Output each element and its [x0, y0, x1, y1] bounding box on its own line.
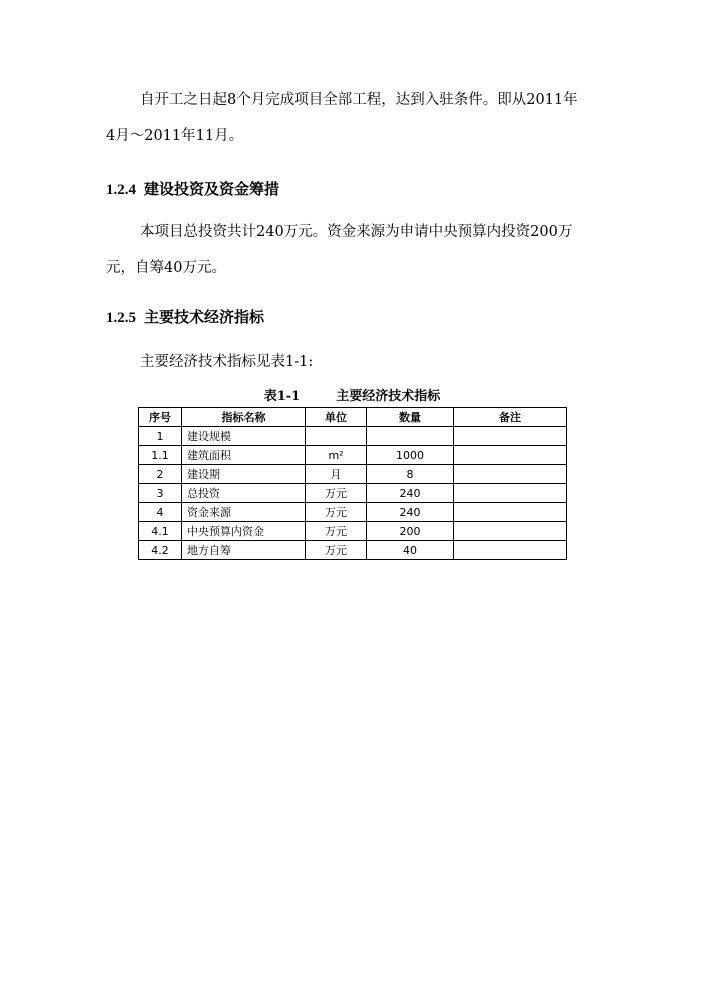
table-cell — [454, 541, 567, 560]
section-number: 1.2.4 — [106, 182, 136, 198]
table-cell: 万元 — [306, 484, 367, 503]
section-heading-indicators — [106, 306, 264, 327]
paragraph-table-intro: 主要经济技术指标见表1-1: — [140, 354, 314, 370]
header-cell: 备注 — [454, 408, 567, 427]
table-row — [139, 446, 567, 465]
table-row — [139, 484, 567, 503]
table-cell: 建设期 — [182, 465, 306, 484]
table-row — [139, 522, 567, 541]
section-title: 建设投资及资金筹措 — [144, 180, 280, 198]
table-cell: 1 — [139, 427, 182, 446]
table-cell — [454, 446, 567, 465]
table-row — [139, 503, 567, 522]
table-header-row — [139, 408, 567, 427]
table-cell — [454, 522, 567, 541]
table-cell: 4.1 — [139, 522, 182, 541]
table-cell: 200 — [367, 522, 454, 541]
table-cell: 240 — [367, 503, 454, 522]
indicator-table — [138, 407, 567, 560]
section-title: 主要技术经济指标 — [144, 308, 265, 326]
table-cell — [454, 427, 567, 446]
paragraph-schedule: 自开工之日起8个月完成项目全部工程，达到入驻条件。即从2011年4月～2011年11月。 — [106, 92, 578, 144]
header-cell: 指标名称 — [182, 408, 306, 427]
table-cell: 中央预算内资金 — [182, 522, 306, 541]
table-cell: 8 — [367, 465, 454, 484]
table-cell: 4 — [139, 503, 182, 522]
table-cell: 万元 — [306, 541, 367, 560]
table-row — [139, 541, 567, 560]
header-cell: 序号 — [139, 408, 182, 427]
table-cell: 3 — [139, 484, 182, 503]
table-cell: 资金来源 — [182, 503, 306, 522]
table-cell — [367, 427, 454, 446]
table-cell: 2 — [139, 465, 182, 484]
header-cell: 数量 — [367, 408, 454, 427]
table-cell: 总投资 — [182, 484, 306, 503]
section-number: 1.2.5 — [106, 310, 136, 326]
section-heading-investment — [106, 178, 279, 199]
table-cell: 1000 — [367, 446, 454, 465]
table-cell — [454, 484, 567, 503]
table-caption-label: 表1-1 — [263, 389, 301, 404]
table-cell: m² — [306, 446, 367, 465]
table-cell — [454, 503, 567, 522]
table-cell: 万元 — [306, 522, 367, 541]
table-cell: 万元 — [306, 503, 367, 522]
table-cell: 240 — [367, 484, 454, 503]
table-cell — [306, 427, 367, 446]
table-cell: 40 — [367, 541, 454, 560]
header-cell: 单位 — [306, 408, 367, 427]
table-cell: 4.2 — [139, 541, 182, 560]
table-caption — [138, 385, 566, 404]
table-cell: 建设规模 — [182, 427, 306, 446]
paragraph-investment: 本项目总投资共计240万元。资金来源为申请中央预算内投资200万元，自筹40万元。 — [106, 224, 573, 276]
table-cell — [454, 465, 567, 484]
table-row — [139, 427, 567, 446]
table-caption-title: 主要经济技术指标 — [336, 389, 441, 404]
table-cell: 1.1 — [139, 446, 182, 465]
table-cell: 地方自筹 — [182, 541, 306, 560]
table-cell: 月 — [306, 465, 367, 484]
table-cell: 建筑面积 — [182, 446, 306, 465]
table-row — [139, 465, 567, 484]
